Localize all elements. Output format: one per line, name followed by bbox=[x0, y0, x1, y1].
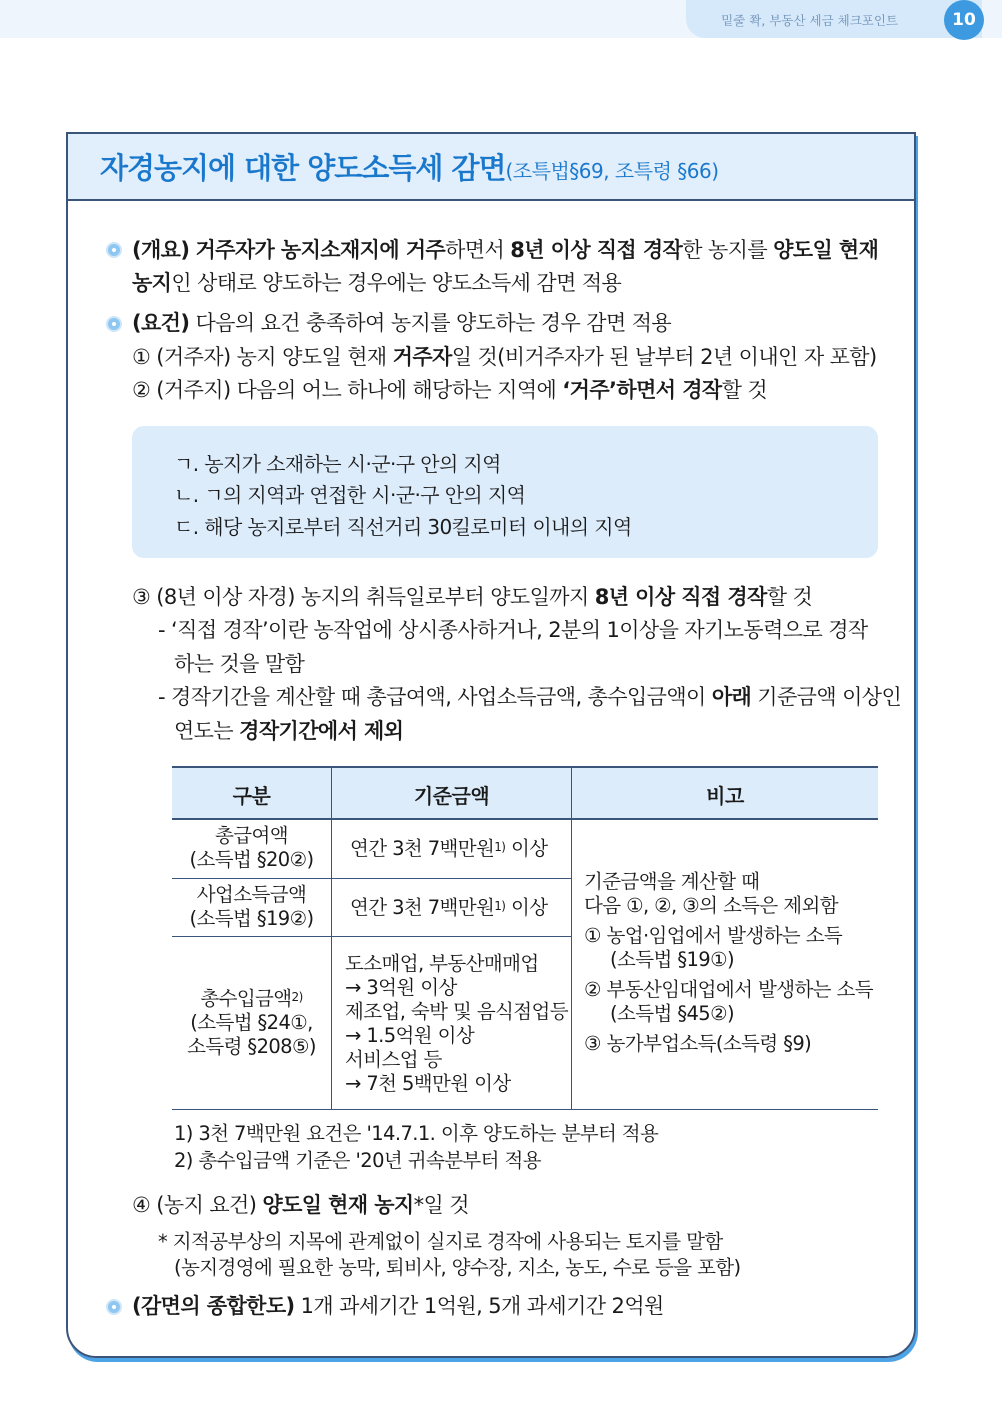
limit-text: 1개 과세기간 1억원, 5개 과세기간 2억원 bbox=[300, 1294, 664, 1318]
limit-label: (감면의 종합한도) bbox=[132, 1294, 295, 1318]
category-law: (소득법 §19②) bbox=[189, 907, 314, 930]
overview-line-2 bbox=[132, 269, 621, 297]
table-header-amount: 기준금액 bbox=[413, 784, 490, 808]
note-line: ③ 농가부업소득(소득령 §9) bbox=[584, 1032, 812, 1055]
requirement-1 bbox=[132, 343, 877, 371]
region-item: ㄷ. 해당 농지로부터 직선거리 30킬로미터 이내의 지역 bbox=[174, 515, 632, 539]
table-cell-amount-list bbox=[345, 952, 568, 1096]
req2-post: 할 것 bbox=[721, 378, 768, 402]
category-name bbox=[172, 987, 331, 1011]
header-pill bbox=[686, 0, 982, 38]
req3-post: 할 것 bbox=[766, 585, 813, 609]
table-rule bbox=[172, 1109, 878, 1110]
table-header-note: 비고 bbox=[706, 784, 744, 808]
overview-label: (개요) bbox=[132, 238, 190, 262]
table-footnote: 1) 3천 7백만원 요건은 '14.7.1. 이후 양도하는 분부터 적용 bbox=[174, 1122, 659, 1145]
amount-line: 도소매업, 부동산매매업 bbox=[345, 952, 539, 975]
box-title bbox=[100, 146, 719, 187]
requirements-intro bbox=[132, 309, 671, 337]
overview-text-3: 인 상태로 양도하는 경우에는 양도소득세 감면 적용 bbox=[171, 271, 622, 295]
req1-post: 일 것(비거주자가 된 날부터 2년 이내인 자 포함) bbox=[451, 345, 877, 369]
bullet-icon bbox=[106, 1299, 122, 1315]
req4-pre: ④ (농지 요건) bbox=[132, 1193, 257, 1217]
region-item: ㄱ. 농지가 소재하는 시·군·구 안의 지역 bbox=[174, 452, 501, 476]
req4-note-1: * 지적공부상의 지목에 관계없이 실지로 경작에 사용되는 토지를 말함 bbox=[158, 1230, 723, 1253]
table-cell-amount bbox=[350, 837, 547, 861]
requirements-intro-text: 다음의 요건 충족하여 농지를 양도하는 경우 감면 적용 bbox=[195, 311, 672, 335]
req2-bold: ‘거주’하면서 경작 bbox=[562, 378, 722, 402]
title-reference: (조특법§69, 조특령 §66) bbox=[505, 159, 719, 183]
amount-text: 연간 3천 7백만원 bbox=[350, 837, 495, 860]
category-name: 사업소득금액 bbox=[196, 883, 307, 906]
criteria-table bbox=[172, 766, 878, 1110]
amount-line: 제조업, 숙박 및 음식점업등 bbox=[345, 1000, 569, 1023]
req3-d2a-bold: 아래 bbox=[711, 685, 752, 709]
region-item: ㄴ. ㄱ의 지역과 연접한 시·군·구 안의 지역 bbox=[174, 483, 526, 507]
req3-bold: 8년 이상 직접 경작 bbox=[594, 585, 767, 609]
requirement-2 bbox=[132, 376, 767, 404]
note-line: 다음 ①, ②, ③의 소득은 제외함 bbox=[584, 894, 838, 917]
req3-pre: ③ (8년 이상 자경) 농지의 취득일로부터 양도일까지 bbox=[132, 585, 589, 609]
note-line: 기준금액을 계산할 때 bbox=[584, 870, 760, 893]
amount-line: → 3억원 이상 bbox=[345, 976, 457, 999]
table-divider bbox=[571, 766, 572, 1110]
note-line: (소득법 §45②) bbox=[610, 1002, 734, 1025]
category-main: 총수입금액 bbox=[200, 987, 292, 1010]
req1-pre: ① (거주자) 농지 양도일 현재 bbox=[132, 345, 387, 369]
table-cell-category bbox=[172, 883, 331, 931]
amount-line: 서비스업 등 bbox=[345, 1048, 442, 1071]
category-law: (소득법 §24①, bbox=[190, 1011, 313, 1034]
bullet-icon bbox=[106, 316, 122, 332]
overview-text-2: 한 농지를 bbox=[682, 238, 768, 262]
table-cell-category bbox=[172, 987, 331, 1059]
table-rule bbox=[172, 818, 878, 820]
overview-bold-1: 거주자가 농지소재지에 거주 bbox=[195, 238, 446, 262]
box-header bbox=[68, 134, 914, 201]
amount-suffix: 이상 bbox=[505, 837, 548, 860]
req4-note-2: (농지경영에 필요한 농막, 퇴비사, 양수장, 지소, 농도, 수로 등을 포함) bbox=[174, 1256, 741, 1279]
category-name: 총급여액 bbox=[215, 824, 288, 847]
table-header-category: 구분 bbox=[232, 784, 271, 808]
overview-bold-2: 8년 이상 직접 경작 bbox=[510, 238, 683, 262]
overview-line-1 bbox=[132, 236, 878, 264]
note-line: ① 농업·임업에서 발생하는 소득 bbox=[584, 924, 843, 947]
category-law: (소득법 §20②) bbox=[189, 848, 314, 871]
page-number: 10 bbox=[944, 0, 984, 40]
running-title: 밑줄 쫙, 부동산 세금 체크포인트 bbox=[721, 13, 898, 28]
overview-bold-4: 농지 bbox=[132, 271, 172, 295]
req3-d2b-bold: 경작기간에서 제외 bbox=[239, 719, 404, 743]
req2-pre: ② (거주지) 다음의 어느 하나에 해당하는 지역에 bbox=[132, 378, 557, 402]
footnote-mark: 1) bbox=[494, 840, 506, 854]
table-rule bbox=[172, 878, 572, 879]
table-rule bbox=[172, 766, 878, 768]
table-divider bbox=[331, 766, 332, 1110]
amount-line: → 7천 5백만원 이상 bbox=[345, 1072, 511, 1095]
req3-detail-2b bbox=[174, 717, 403, 745]
footnote-mark: 1) bbox=[494, 899, 506, 913]
region-box bbox=[132, 426, 878, 558]
amount-text: 연간 3천 7백만원 bbox=[350, 896, 495, 919]
table-rule bbox=[172, 936, 572, 937]
category-law: 소득령 §208⑤) bbox=[187, 1035, 316, 1058]
req3-d2a-post: 기준금액 이상인 bbox=[757, 685, 902, 709]
overview-bold-3: 양도일 현재 bbox=[773, 238, 879, 262]
req3-d2b-pre: 연도는 bbox=[174, 719, 234, 743]
req3-d2a-pre: - 경작기간을 계산할 때 총급여액, 사업소득금액, 총수입금액이 bbox=[158, 685, 706, 709]
limit-line bbox=[132, 1292, 664, 1320]
req4-bold: 양도일 현재 농지 bbox=[262, 1193, 414, 1217]
note-line: ② 부동산임대업에서 발생하는 소득 bbox=[584, 978, 873, 1001]
table-footnote: 2) 총수입금액 기준은 '20년 귀속분부터 적용 bbox=[174, 1149, 541, 1172]
requirements-label: (요건) bbox=[132, 311, 190, 335]
table-cell-category bbox=[172, 824, 331, 872]
req3-detail-1a: - ‘직접 경작’이란 농작업에 상시종사하거나, 2분의 1이상을 자기노동력으로 경작 bbox=[158, 618, 868, 642]
top-header-bar bbox=[0, 0, 1002, 38]
footnote-mark: 2) bbox=[291, 990, 303, 1004]
amount-line: → 1.5억원 이상 bbox=[345, 1024, 475, 1047]
table-cell-note bbox=[584, 870, 873, 1056]
requirement-3 bbox=[132, 583, 812, 611]
bullet-icon bbox=[106, 242, 122, 258]
req3-detail-1b: 하는 것을 말함 bbox=[174, 652, 305, 676]
req3-detail-2a bbox=[158, 683, 901, 711]
req1-bold: 거주자 bbox=[392, 345, 452, 369]
req4-post: *일 것 bbox=[413, 1193, 469, 1217]
amount-suffix: 이상 bbox=[505, 896, 548, 919]
requirement-4 bbox=[132, 1191, 469, 1219]
overview-text-1: 하면서 bbox=[445, 238, 505, 262]
note-line: (소득법 §19①) bbox=[610, 948, 734, 971]
title-main: 자경농지에 대한 양도소득세 감면 bbox=[100, 151, 506, 185]
table-cell-amount bbox=[350, 896, 547, 920]
